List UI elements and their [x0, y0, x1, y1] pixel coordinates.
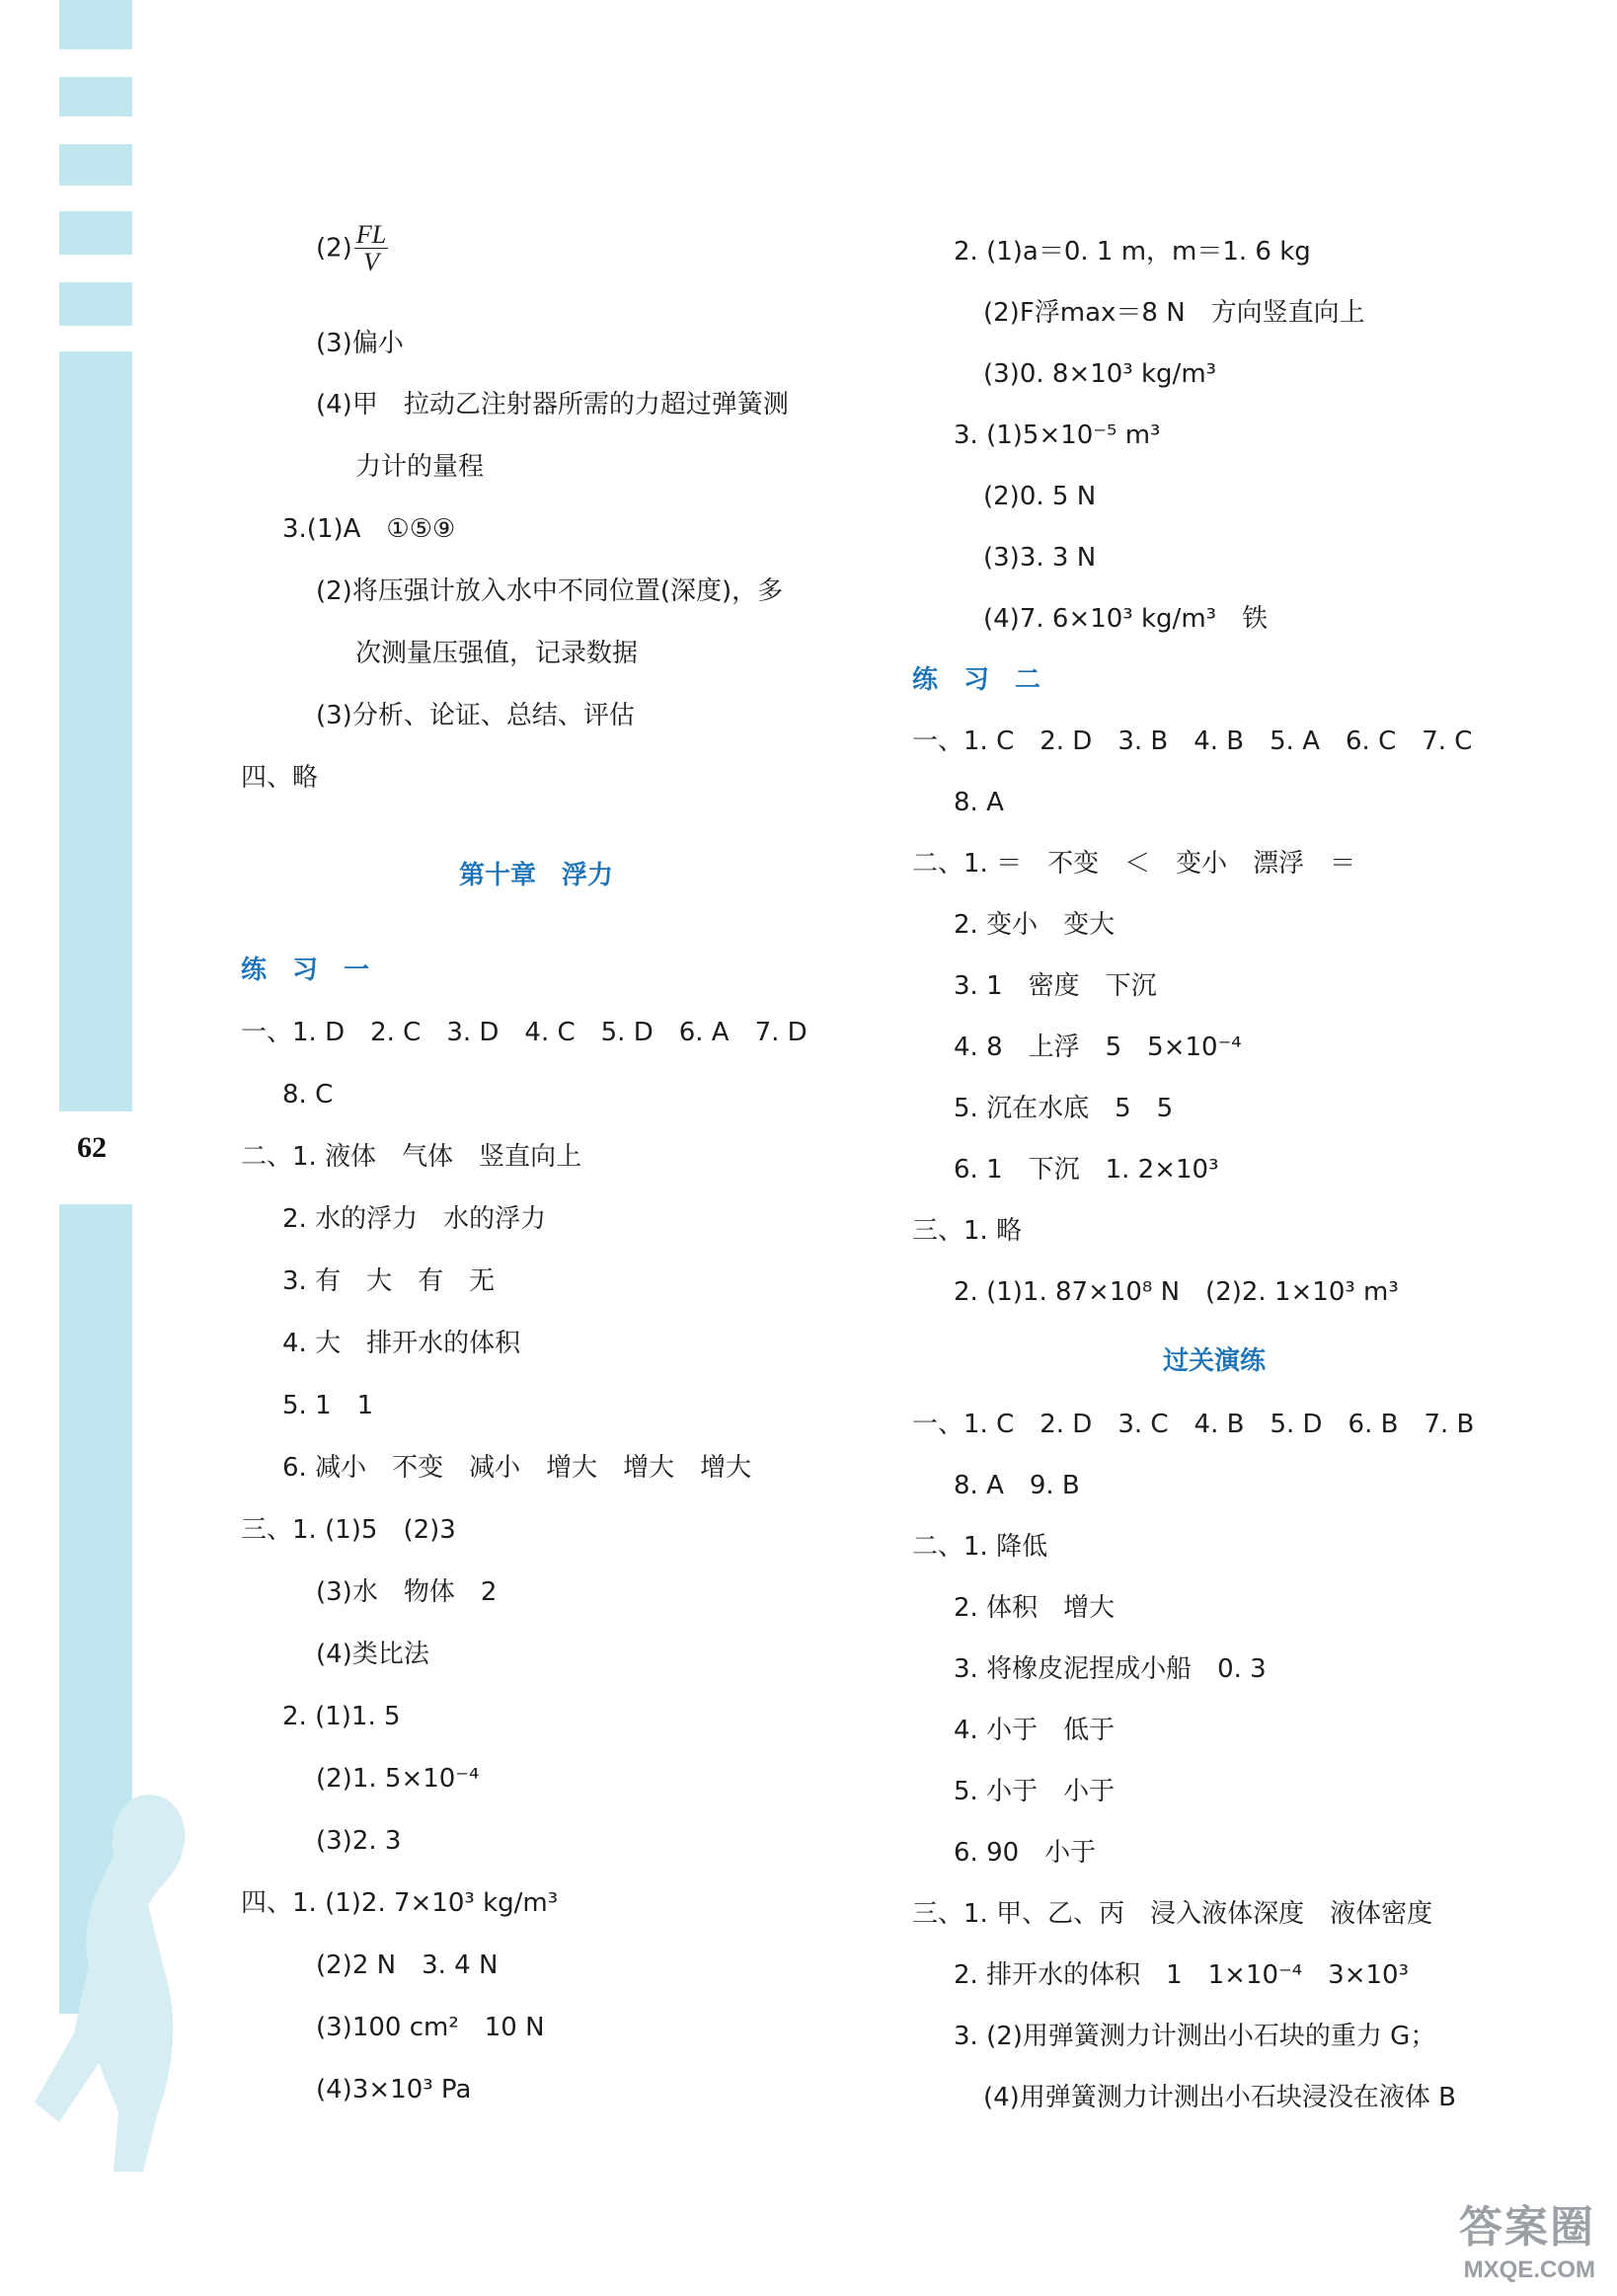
answer-text: 2. (1)1. 87×10⁸ N (2)2. 1×10³ m³ [954, 1277, 1399, 1307]
answer-line [316, 1640, 429, 1670]
watermark-logo: 答案圈 [1459, 2203, 1595, 2252]
answer-line [241, 1142, 581, 1173]
watermark-url: MXQE.COM [1463, 2257, 1595, 2283]
answer-line [954, 971, 1157, 1002]
decorative-figure-silhouette [20, 1777, 247, 2191]
answer-line [282, 1702, 401, 1732]
answer-text: 4. 小于 低于 [954, 1716, 1116, 1745]
side-strip-segment [59, 211, 132, 255]
answer-text: 2. 水的浮力 水的浮力 [282, 1204, 547, 1234]
side-strip-segment [59, 144, 132, 186]
answer-line [241, 1515, 456, 1546]
answer-text: 2. (1)a＝0. 1 m，m＝1. 6 kg [954, 237, 1311, 267]
answer-line [954, 1716, 1115, 1746]
answer-text: 四、1. (1)2. 7×10³ kg/m³ [241, 1888, 559, 1918]
answer-line [316, 390, 789, 421]
answer-line [282, 514, 455, 545]
answer-text: 3. (2)用弹簧测力计测出小石块的重力 G； [954, 2022, 1436, 2051]
answer-text: (2)F浮max＝8 N 方向竖直向上 [983, 298, 1365, 328]
answer-line [954, 910, 1115, 941]
answer-line [355, 639, 638, 669]
answer-line [983, 482, 1096, 512]
answer-text: 次测量压强值，记录数据 [355, 639, 639, 668]
section-heading [912, 665, 1040, 696]
answer-text: 3. (1)5×10⁻⁵ m³ [954, 421, 1161, 450]
answer-line [316, 1577, 497, 1608]
answer-text: 三、1. 略 [912, 1216, 1023, 1246]
side-strip-segment [59, 282, 132, 326]
answer-text: 三、1. 甲、乙、丙 浸入液体深度 液体密度 [912, 1899, 1433, 1929]
answer-line [983, 298, 1365, 329]
answer-text: 二、1. 液体 气体 竖直向上 [241, 1142, 582, 1172]
answer-text: 2. (1)1. 5 [282, 1702, 401, 1731]
answer-line [316, 1826, 401, 1857]
answer-line [316, 2075, 471, 2105]
answer-text: 6. 90 小于 [954, 1838, 1097, 1868]
answer-text: (2)2 N 3. 4 N [316, 1951, 499, 1980]
answer-line [282, 1453, 751, 1484]
answer-line [241, 763, 318, 794]
answer-text: 2. 排开水的体积 1 1×10⁻⁴ 3×10³ [954, 1960, 1410, 1990]
answer-text: 8. A 9. B [954, 1471, 1080, 1500]
answer-text: 一、1. C 2. D 3. C 4. B 5. D 6. B 7. B [912, 1410, 1475, 1439]
answer-text: 二、1. 降低 [912, 1532, 1048, 1562]
watermark [1459, 2191, 1595, 2284]
answer-line [954, 1155, 1219, 1186]
answer-line [954, 421, 1160, 451]
answer-line [355, 452, 484, 483]
fraction-numerator: FL [355, 220, 387, 249]
answer-line [954, 788, 1004, 818]
answer-text: 2. 体积 增大 [954, 1593, 1116, 1623]
answer-text: 2. 变小 变大 [954, 910, 1116, 940]
section-heading [459, 861, 613, 891]
answer-line [282, 1204, 546, 1235]
answer-text: 第十章 浮力 [459, 861, 614, 890]
answer-text: 5. 1 1 [282, 1391, 374, 1420]
answer-text: 6. 减小 不变 减小 增大 增大 增大 [282, 1453, 752, 1483]
answer-line [912, 1216, 1022, 1247]
answer-line [316, 1764, 479, 1795]
answer-text: (4)7. 6×10³ kg/m³ 铁 [983, 604, 1269, 634]
answer-line [282, 1391, 373, 1421]
answer-text: 三、1. (1)5 (2)3 [241, 1515, 456, 1545]
answer-line [912, 727, 1472, 757]
answer-line [954, 1777, 1115, 1807]
answer-line [954, 1471, 1080, 1501]
answer-line [282, 1080, 333, 1110]
answer-text: 5. 小于 小于 [954, 1777, 1116, 1806]
answer-line [954, 2022, 1435, 2052]
answer-line [954, 1094, 1173, 1124]
answer-text: (3)2. 3 [316, 1826, 402, 1856]
fraction [354, 221, 388, 276]
answer-line [983, 543, 1096, 574]
answer-line [912, 1410, 1474, 1440]
fraction-denominator: V [363, 248, 379, 277]
answer-line [282, 1329, 520, 1359]
answer-text: 4. 大 排开水的体积 [282, 1329, 521, 1358]
answer-text: 8. A [954, 788, 1004, 817]
answer-line [912, 1532, 1047, 1563]
answer-text: 力计的量程 [355, 452, 485, 482]
answer-text: 3. 将橡皮泥捏成小船 0. 3 [954, 1654, 1267, 1684]
answer-text: (4)3×10³ Pa [316, 2075, 472, 2105]
answer-text: (3)偏小 [316, 329, 404, 358]
answer-line [912, 849, 1355, 880]
answer-line [241, 1888, 558, 1919]
answer-text: 6. 1 下沉 1. 2×10³ [954, 1155, 1219, 1185]
answer-text: 二、1. ＝ 不变 ＜ 变小 漂浮 ＝ [912, 849, 1356, 879]
answer-line [983, 604, 1268, 635]
answer-line [954, 1593, 1115, 1624]
answer-line [316, 2013, 545, 2043]
answer-text: (3)分析、论证、总结、评估 [316, 701, 635, 730]
page-number: 62 [77, 1131, 107, 1164]
answer-text: 3. 有 大 有 无 [282, 1266, 496, 1296]
answer-text: (2)将压强计放入水中不同位置(深度)，多 [316, 576, 784, 606]
answer-line [316, 329, 404, 359]
answer-line [954, 1960, 1409, 1991]
answer-text: (4)类比法 [316, 1640, 429, 1669]
answer-text: (3)100 cm² 10 N [316, 2013, 545, 2042]
answer-line [983, 359, 1216, 390]
answer-line [954, 1654, 1267, 1685]
answer-text: 一、1. C 2. D 3. B 4. B 5. A 6. C 7. C [912, 727, 1473, 756]
answer-line [316, 1951, 498, 1981]
answer-text: (3)0. 8×10³ kg/m³ [983, 359, 1217, 389]
answer-text: (2)0. 5 N [983, 482, 1097, 511]
answer-text: (4)甲 拉动乙注射器所需的力超过弹簧测 [316, 390, 789, 420]
answer-text: 过关演练 [1163, 1346, 1267, 1376]
answer-text: (2)1. 5×10⁻⁴ [316, 1764, 480, 1794]
answer-text: 3. 1 密度 下沉 [954, 971, 1157, 1001]
section-heading [241, 956, 369, 986]
answer-line [316, 576, 783, 607]
answer-text: 5. 沉在水底 5 5 [954, 1094, 1174, 1123]
answer-text: 3.(1)A ①⑤⑨ [282, 514, 456, 544]
answer-line [954, 1277, 1399, 1308]
answer-line [316, 221, 388, 276]
answer-text: 四、略 [241, 763, 319, 793]
side-strip-segment [59, 351, 132, 1111]
answer-line [983, 2083, 1456, 2113]
answer-line [954, 237, 1311, 268]
answer-line [954, 1033, 1242, 1063]
answer-line [241, 1018, 808, 1048]
answer-text: (3)水 物体 2 [316, 1577, 498, 1607]
answer-text: (2) [316, 233, 352, 264]
answer-line [282, 1266, 495, 1297]
answer-text: (3)3. 3 N [983, 543, 1097, 573]
side-strip-segment [59, 77, 132, 116]
answer-text: 4. 8 上浮 5 5×10⁻⁴ [954, 1033, 1242, 1062]
answer-text: 一、1. D 2. C 3. D 4. C 5. D 6. A 7. D [241, 1018, 808, 1047]
answer-line [912, 1899, 1432, 1930]
answer-line [316, 701, 635, 731]
answer-text: 练 习 二 [912, 665, 1041, 695]
answer-text: (4)用弹簧测力计测出小石块浸没在液体 B [983, 2083, 1456, 2112]
answer-text: 8. C [282, 1080, 334, 1110]
answer-text: 练 习 一 [241, 956, 370, 985]
section-heading [1163, 1346, 1266, 1377]
side-strip-segment [59, 0, 132, 49]
answer-line [954, 1838, 1096, 1869]
